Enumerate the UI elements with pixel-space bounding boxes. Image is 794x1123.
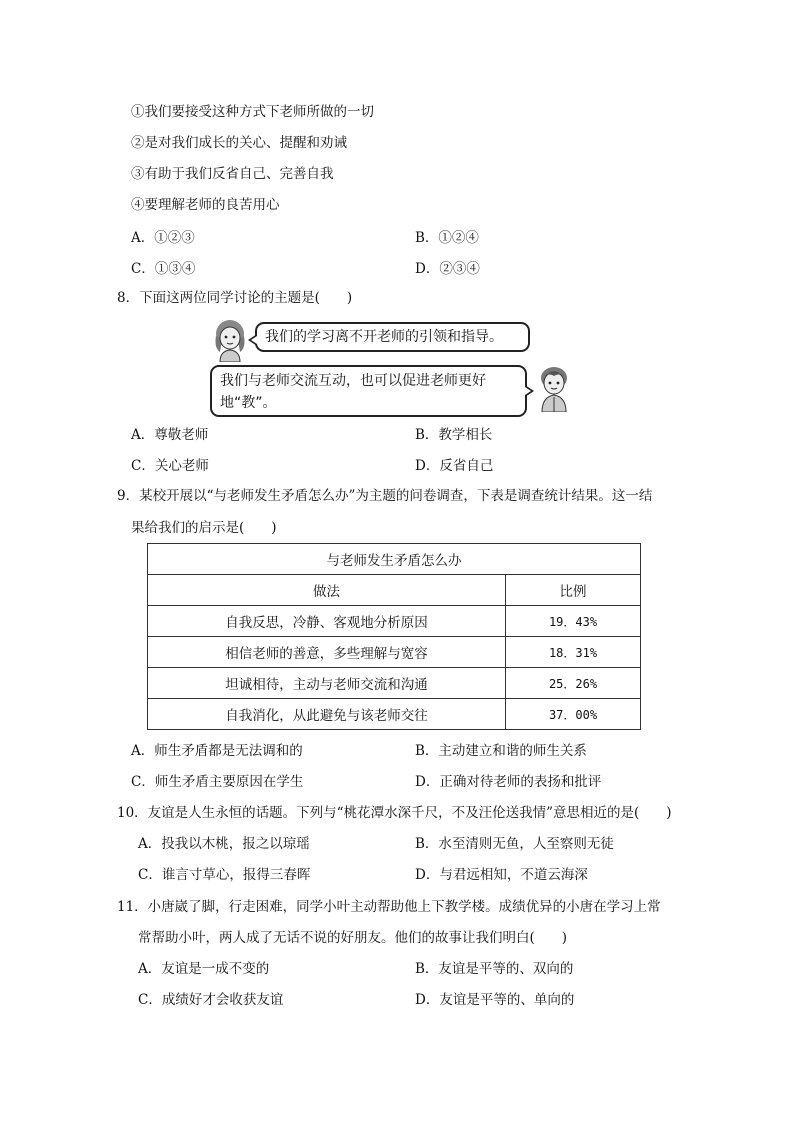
column-header-method: 做法	[148, 575, 506, 606]
survey-table	[147, 543, 641, 730]
speech-bubble-girl	[255, 322, 530, 352]
q9-option-c[interactable]: C．师生矛盾主要原因在学生	[131, 774, 304, 790]
q7-statement-1: ①我们要接受这种方式下老师所做的一切	[131, 104, 374, 120]
q7-statement-2: ②是对我们成长的关心、提醒和劝诫	[131, 135, 347, 151]
q10-option-a[interactable]: A．投我以木桃，报之以琼瑶	[138, 836, 310, 852]
speech-bubble-boy-text-line1: 我们与老师交流互动，也可以促进老师更好	[220, 373, 486, 389]
table-row	[148, 637, 641, 668]
q9-stem-line1: 9．某校开展以“与老师发生矛盾怎么办”为主题的问卷调查，下表是调查统计结果。这一结	[117, 488, 653, 504]
table-cell-ratio: 19．43%	[506, 606, 641, 637]
q11-stem-line1: 11．小唐崴了脚，行走困难，同学小叶主动帮助他上下教学楼。成绩优异的小唐在学习上常	[117, 899, 661, 915]
bubble-tail	[248, 334, 257, 346]
speech-bubble-girl-text: 我们的学习离不开老师的引领和指导。	[265, 329, 503, 345]
table-cell-method: 坦诚相待，主动与老师交流和沟通	[148, 668, 506, 699]
q8-option-d[interactable]: D．反省自己	[415, 458, 494, 474]
q10-stem: 10．友谊是人生永恒的话题。下列与“桃花潭水深千尺，不及汪伦送我情”意思相近的是( )	[117, 805, 672, 821]
table-header-row	[148, 575, 641, 606]
table-row	[148, 668, 641, 699]
girl-student-illustration	[208, 318, 252, 362]
column-header-ratio: 比例	[506, 575, 641, 606]
boy-student-illustration	[532, 364, 576, 412]
q11-stem-line2: 常帮助小叶，两人成了无话不说的好朋友。他们的故事让我们明白( )	[138, 930, 568, 946]
table-cell-method: 自我反思，冷静、客观地分析原因	[148, 606, 506, 637]
speech-bubble-boy	[210, 365, 527, 417]
q10-option-d[interactable]: D．与君远相知，不道云海深	[415, 867, 588, 883]
q11-option-c[interactable]: C．成绩好才会收获友谊	[138, 992, 284, 1008]
q9-option-d[interactable]: D．正确对待老师的表扬和批评	[415, 774, 602, 790]
speech-bubble-boy-text-line2: 地“教”。	[220, 395, 277, 411]
table-cell-method: 自我消化，从此避免与该老师交往	[148, 699, 506, 730]
table-row	[148, 699, 641, 730]
q8-option-b[interactable]: B．教学相长	[415, 427, 493, 443]
q9-option-a[interactable]: A．师生矛盾都是无法调和的	[131, 743, 303, 759]
table-cell-ratio: 37．00%	[506, 699, 641, 730]
table-cell-method: 相信老师的善意，多些理解与宽容	[148, 637, 506, 668]
table-cell-ratio: 18．31%	[506, 637, 641, 668]
q8-option-a[interactable]: A．尊敬老师	[131, 427, 209, 443]
q7-option-b[interactable]: B．①②④	[415, 230, 479, 246]
q10-option-b[interactable]: B．水至清则无鱼，人至察则无徒	[415, 836, 614, 852]
q9-option-b[interactable]: B．主动建立和谐的师生关系	[415, 743, 587, 759]
q11-option-a[interactable]: A．友谊是一成不变的	[138, 961, 270, 977]
q7-statement-4: ④要理解老师的良苦用心	[131, 197, 280, 213]
q9-stem-line2: 果给我们的启示是( )	[131, 520, 277, 536]
table-title-row	[148, 544, 641, 575]
q11-option-d[interactable]: D．友谊是平等的、单向的	[415, 992, 575, 1008]
table-row	[148, 606, 641, 637]
table-cell-ratio: 25．26%	[506, 668, 641, 699]
q7-option-c[interactable]: C．①③④	[131, 261, 196, 277]
q11-option-b[interactable]: B．友谊是平等的、双向的	[415, 961, 574, 977]
q7-option-d[interactable]: D．②③④	[415, 261, 480, 277]
q8-stem: 8．下面这两位同学讨论的主题是( )	[117, 290, 353, 306]
q8-option-c[interactable]: C．关心老师	[131, 458, 209, 474]
q7-option-a[interactable]: A．①②③	[131, 230, 195, 246]
q7-statement-3: ③有助于我们反省自己、完善自我	[131, 166, 334, 182]
table-title: 与老师发生矛盾怎么办	[148, 544, 641, 575]
q10-option-c[interactable]: C．谁言寸草心，报得三春晖	[138, 867, 311, 883]
